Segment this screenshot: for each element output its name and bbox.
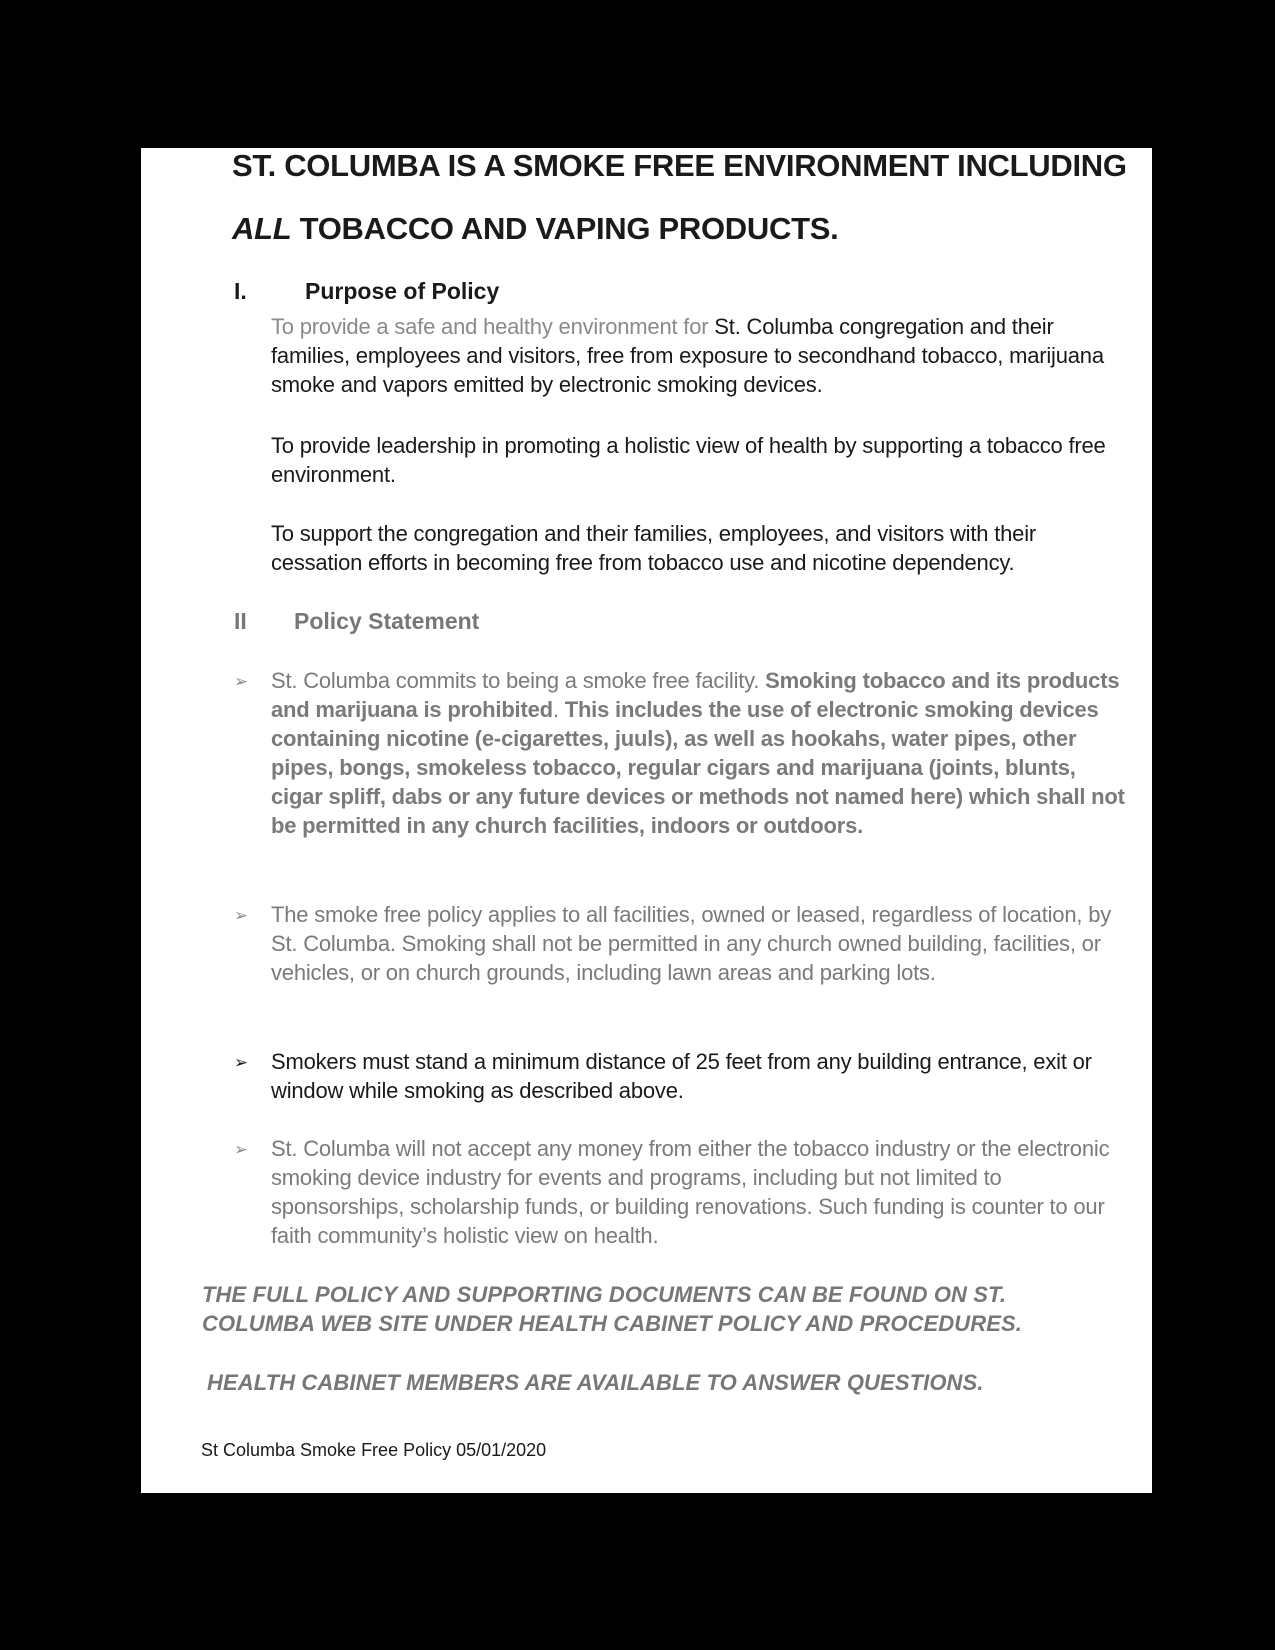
document-footer: St Columba Smoke Free Policy 05/01/2020 <box>201 1440 547 1460</box>
document-page <box>141 148 1152 1493</box>
arrow-bullet-icon: ➢ <box>234 672 249 691</box>
document-title-line-2 <box>232 211 838 247</box>
purpose-paragraph-3: To support the congregation and their families, employees, and visitors with their cessation efforts in becoming free from tobacco use and nicotine dependency. <box>271 521 1037 575</box>
arrow-bullet-icon: ➢ <box>234 1140 249 1159</box>
bullet-1-bold-2: This includes the use of electronic smoking devices containing nicotine (e-cigarettes, juuls), as well as hookahs, water pipes, other pipes, bongs, smokeless tobacco, regular cigars and marijuana (joints, blunts, cigar spliff, dabs or any future devices or methods not named here) which shall not be permitted in any church facilities, indoors or outdoors. <box>271 697 1125 838</box>
policy-bullet-1-text <box>271 666 1131 840</box>
purpose-paragraph-1 <box>271 312 1131 399</box>
full-policy-notice: THE FULL POLICY AND SUPPORTING DOCUMENTS CAN BE FOUND ON ST. COLUMBA WEB SITE UNDER HEALTH CABINET POLICY AND PROCEDURES. <box>202 1282 1023 1336</box>
policy-bullet-2-text: The smoke free policy applies to all facilities, owned or leased, regardless of location, by St. Columba. Smoking shall not be permitted in any church owned building, facilities, or vehicles, or on church grounds, including lawn areas and parking lots. <box>271 902 1112 985</box>
section-1-number: I. <box>234 278 247 304</box>
policy-bullet-4-text: St. Columba will not accept any money from either the tobacco industry or the electronic smoking device industry for events and programs, including but not limited to sponsorships, scholarship funds, or building renovations. Such funding is counter to our faith community’s holistic view on health. <box>271 1136 1110 1248</box>
section-1-title: Purpose of Policy <box>305 278 500 304</box>
section-2-number: II <box>234 608 247 634</box>
health-cabinet-notice: HEALTH CABINET MEMBERS ARE AVAILABLE TO ANSWER QUESTIONS. <box>207 1370 984 1395</box>
policy-bullet-3-text: Smokers must stand a minimum distance of 25 feet from any building entrance, exit or window while smoking as described above. <box>271 1049 1092 1103</box>
title-rest: TOBACCO AND VAPING PRODUCTS. <box>291 211 839 246</box>
arrow-bullet-icon: ➢ <box>234 1053 249 1072</box>
purpose-paragraph-1-rest: St. Columba congregation and their families, employees and visitors, free from exposure to secondhand tobacco, marijuana smoke and vapors emitted by electronic smoking devices. <box>271 314 1104 397</box>
section-2-title: Policy Statement <box>294 608 480 634</box>
document-title-line-1: ST. COLUMBA IS A SMOKE FREE ENVIRONMENT INCLUDING <box>232 148 1127 183</box>
bullet-1-plain-2: . <box>552 697 565 722</box>
purpose-paragraph-2: To provide leadership in promoting a holistic view of health by supporting a tobacco free environment. <box>271 433 1106 487</box>
bullet-1-plain: St. Columba commits to being a smoke free facility. <box>271 668 766 693</box>
purpose-paragraph-1-faded: To provide a safe and healthy environment for <box>271 314 709 339</box>
title-emphasis: ALL <box>232 211 292 246</box>
bullet-1-bold: Smoking tobacco and its products and marijuana is prohibited <box>271 668 1120 722</box>
arrow-bullet-icon: ➢ <box>234 906 249 925</box>
